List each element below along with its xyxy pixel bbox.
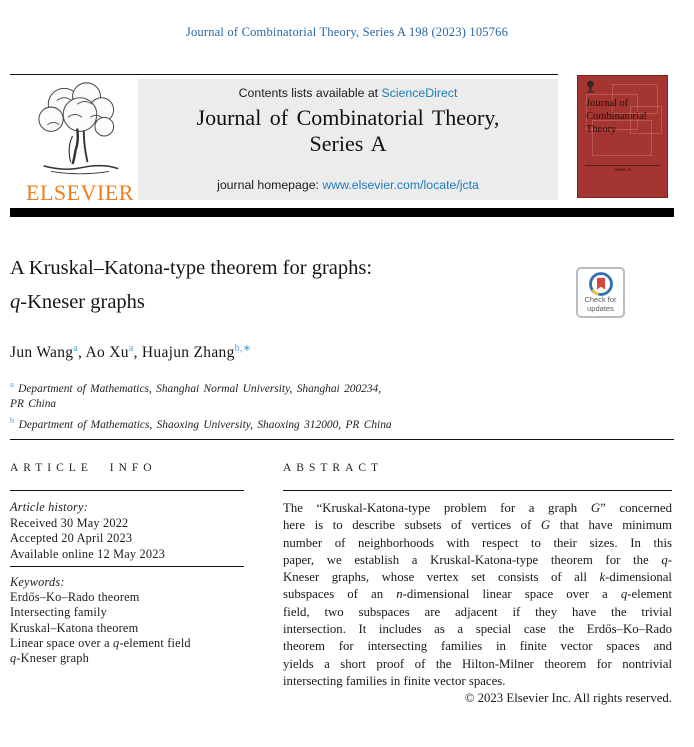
author-name: Jun Wang: [10, 344, 74, 362]
elsevier-logo[interactable]: [24, 80, 136, 206]
header-top-rule: [10, 74, 558, 75]
abstract-line: number of neighborhoods with respect to their sizes. In this: [283, 535, 672, 550]
affiliations: [10, 377, 392, 433]
abstract-body: [283, 500, 672, 708]
keywords-block: [10, 575, 260, 666]
affiliation-marker: a: [10, 379, 14, 389]
abstract-line: The “Kruskal-Katona-type problem for a graph G” concerned: [283, 501, 672, 515]
author-affiliation-link[interactable]: a: [73, 343, 79, 354]
contents-prefix: Contents lists available at: [238, 86, 382, 100]
article-title: [10, 252, 372, 319]
article-title-line1: A Kruskal–Katona-type theorem for graphs:: [10, 257, 373, 279]
info-abstract-top-rule: [10, 439, 674, 440]
copyright-line: © 2023 Elsevier Inc. All rights reserved.: [464, 691, 672, 706]
journal-title-line1: Journal of Combinatorial Theory,: [196, 105, 500, 130]
cover-divider: [585, 165, 660, 166]
cover-series-label: Series A: [614, 168, 631, 173]
keyword-item: Erdős–Ko–Rado theorem: [10, 590, 140, 605]
section-divider-bar: [10, 208, 674, 217]
article-history-label: Article history:: [10, 500, 88, 514]
author-affiliation-link[interactable]: a: [128, 343, 134, 354]
article-info-heading: ARTICLE INFO: [10, 462, 157, 474]
contents-list-line: [138, 86, 558, 100]
author-list: [10, 343, 251, 362]
cover-title-line1: Journal of: [586, 98, 629, 109]
crossmark-icon: [588, 271, 614, 297]
cover-elsevier-mark-icon: [585, 80, 596, 93]
affiliation-a-line2: PR China: [10, 398, 57, 411]
abstract-heading: ABSTRACT: [283, 462, 384, 474]
author-separator: ,: [133, 344, 142, 362]
history-accepted: Accepted 20 April 2023: [10, 531, 133, 545]
affiliation-text: Department of Mathematics, Shanghai Normal University, Shanghai 200234,: [18, 382, 382, 395]
journal-homepage-line: [138, 178, 558, 192]
abstract-line: field, two subspaces are adjacent if they have the trivial: [283, 604, 672, 619]
abstract-line: Kneser graphs, whose vertex set consists of all k-dimensional: [283, 570, 672, 585]
affiliation-a-line1: [10, 377, 392, 397]
keyword-item: Intersecting family: [10, 605, 108, 620]
corresponding-author-link[interactable]: b,∗: [234, 343, 252, 354]
journal-title-line2: Series A: [309, 131, 387, 156]
history-available: Available online 12 May 2023: [10, 546, 165, 561]
author-name: Huajun Zhang: [141, 344, 235, 362]
keyword-item: Kruskal–Katona theorem: [10, 620, 139, 635]
journal-header-banner: [138, 79, 558, 200]
elsevier-wordmark: ELSEVIER: [26, 180, 134, 205]
keyword-item: Linear space over a q-element field: [10, 635, 191, 650]
keywords-label: Keywords:: [10, 575, 65, 589]
article-history: [10, 500, 260, 562]
badge-caption-line2: updates: [587, 303, 614, 313]
abstract-line: yields a short proof of the Hilton-Milner theorem for nontrivial: [283, 656, 672, 671]
affiliation-text: Department of Mathematics, Shaoxing University, Shaoxing 312000, PR China: [18, 418, 392, 431]
abstract-line: intersection. It includes as a special case the Erdős–Ko–Rado: [283, 622, 672, 637]
journal-citation-line: Journal of Combinatorial Theory, Series A 198 (2023) 105766: [185, 25, 509, 39]
cover-title-line3: Theory: [586, 124, 617, 135]
abstract-line: theorem for intersecting families in finite vector spaces and: [283, 639, 672, 654]
affiliation-b-line1: [10, 413, 392, 433]
sciencedirect-link[interactable]: ScienceDirect: [381, 86, 458, 100]
homepage-prefix: journal homepage:: [217, 178, 323, 192]
cover-title: [586, 97, 647, 136]
abstract-line: subspaces of an n-dimensional linear space over a q-element: [283, 587, 672, 602]
keyword-item: q-Kneser graph: [10, 651, 89, 666]
author-name: Ao Xu: [85, 344, 129, 362]
badge-caption-line1: Check for: [584, 295, 617, 304]
abstract-line: intersecting families in finite vector spaces.: [283, 673, 506, 688]
journal-cover-thumbnail[interactable]: [577, 75, 668, 198]
cover-title-line2: Combinatorial: [586, 111, 647, 122]
badge-caption: [578, 296, 623, 313]
keywords-top-rule: [10, 566, 244, 567]
article-title-line2: q-Kneser graphs: [10, 290, 145, 313]
history-received: Received 30 May 2022: [10, 515, 129, 530]
homepage-url-link[interactable]: www.elsevier.com/locate/jcta: [322, 178, 479, 192]
abstract-line: here is to describe subsets of vertices of G that have minimum: [283, 518, 672, 533]
affiliation-marker: b: [10, 414, 15, 425]
elsevier-tree-icon: [28, 80, 132, 178]
check-for-updates-badge[interactable]: [576, 267, 625, 318]
abstract-rule: [283, 490, 672, 491]
journal-masthead-title: [138, 105, 558, 157]
article-info-rule: [10, 490, 244, 491]
author-separator: ,: [78, 344, 86, 362]
abstract-line: paper, we establish a Kruskal-Katona-type theorem for the q-: [283, 552, 672, 567]
